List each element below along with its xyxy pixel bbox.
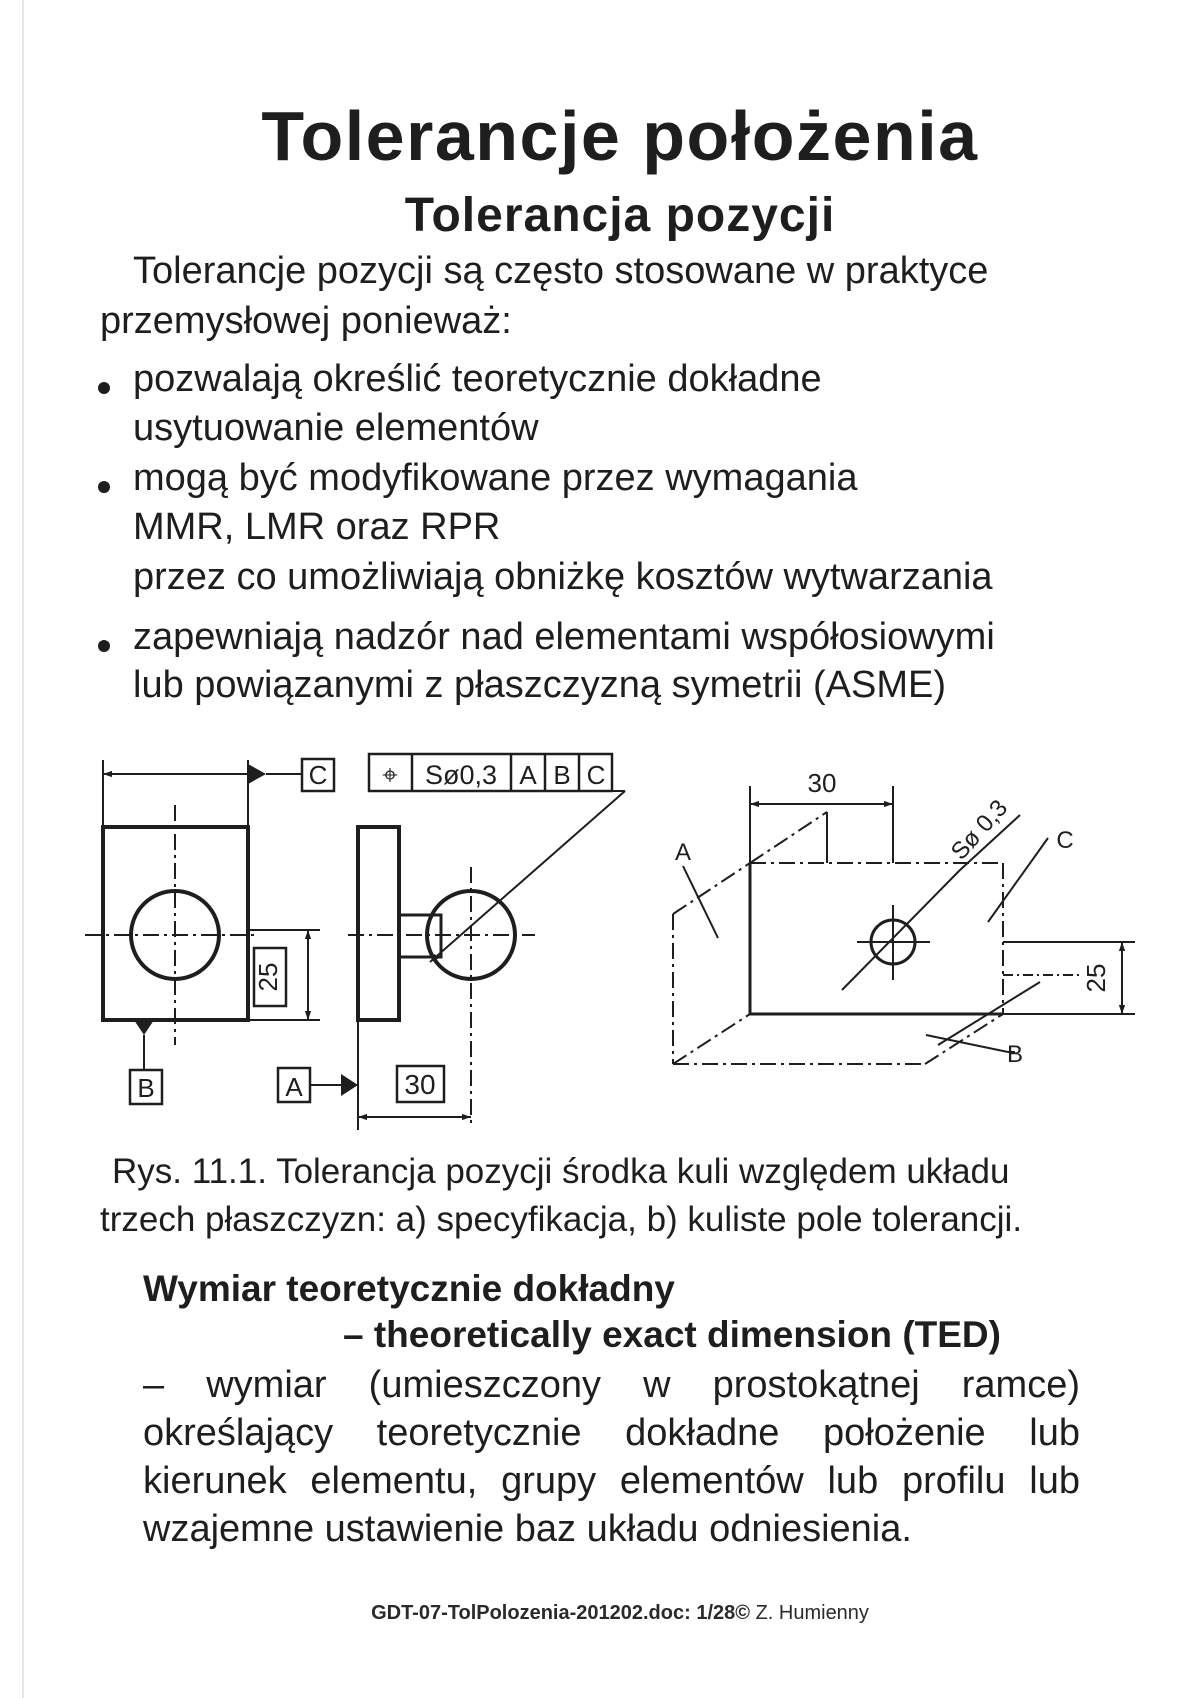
page-subtitle: Tolerancja pozycji (404, 189, 836, 242)
intro-line-2: przemysłowej ponieważ: (100, 300, 512, 342)
bullet-1-line-1: pozwalają określić teoretycznie dokładne (133, 358, 822, 400)
frame-datum-c: C (586, 760, 606, 790)
page-title: Tolerancje położenia (261, 97, 979, 175)
iso-label-a: A (674, 839, 692, 866)
ted-line-3: kierunek elementu, grupy elementów lub profilu lub (143, 1460, 1080, 1502)
page-footer (0, 1602, 1200, 1625)
ted-heading-2: – theoretically exact dimension (TED) (343, 1314, 1001, 1355)
ted-heading-1: Wymiar teoretycznie dokładny (143, 1268, 675, 1309)
position-symbol-icon: ⌖ (382, 759, 398, 790)
bullet-2-line-2: MMR, LMR oraz RPR (133, 506, 501, 548)
tolerance-value: Sø0,3 (424, 760, 498, 790)
bullet-2-line-3: przez co umożliwiają obniżkę kosztów wytwarzania (133, 556, 993, 598)
caption-line-1: Rys. 11.1. Tolerancja pozycji środka kuli względem układu (112, 1152, 1010, 1191)
ted-line-4: wzajemne ustawienie baz układu odniesienia. (143, 1508, 912, 1550)
frame-datum-a: A (519, 760, 537, 790)
bullet-2-line-1: mogą być modyfikowane przez wymagania (133, 457, 858, 499)
dimension-25-left-label: 25 (252, 962, 283, 992)
front-view-block (85, 805, 255, 1045)
iso-label-b: B (1006, 1041, 1024, 1068)
bullet-1-line-2: usytuowanie elementów (133, 407, 539, 449)
datum-c-label: C (308, 760, 328, 790)
iso-tolerance-label: Sø 0,3 (945, 794, 1014, 866)
datum-b-label: B (137, 1073, 155, 1103)
caption-line-2: trzech płaszczyzn: a) specyfikacja, b) kuliste pole tolerancji. (100, 1200, 1023, 1239)
ted-line-1: – wymiar (umieszczony w prostokątnej ramce) (143, 1364, 1080, 1406)
bullet-3-line-2: lub powiązanymi z płaszczyzną symetrii (ASME) (133, 664, 947, 706)
bullet-3-line-1: zapewniają nadzór nad elementami współosiowymi (133, 616, 995, 658)
side-view (348, 827, 535, 1125)
footer-file: GDT-07-TolPolozenia-201202.doc: 1/28© (371, 1602, 750, 1624)
footer-author: Z. Humienny (755, 1602, 869, 1624)
iso-label-c: C (1056, 827, 1074, 854)
intro-line-1: Tolerancje pozycji są często stosowane w praktyce (133, 250, 989, 292)
frame-datum-b: B (553, 760, 571, 790)
datum-c-arrow (103, 760, 302, 827)
iso-dimension-30-label: 30 (807, 768, 837, 798)
dimension-30-left-label: 30 (404, 1069, 436, 1100)
iso-dimension-25-label: 25 (1080, 963, 1111, 993)
datum-a-label: A (285, 1072, 303, 1102)
ted-line-2: określający teoretycznie dokładne położenie lub (143, 1412, 1080, 1454)
